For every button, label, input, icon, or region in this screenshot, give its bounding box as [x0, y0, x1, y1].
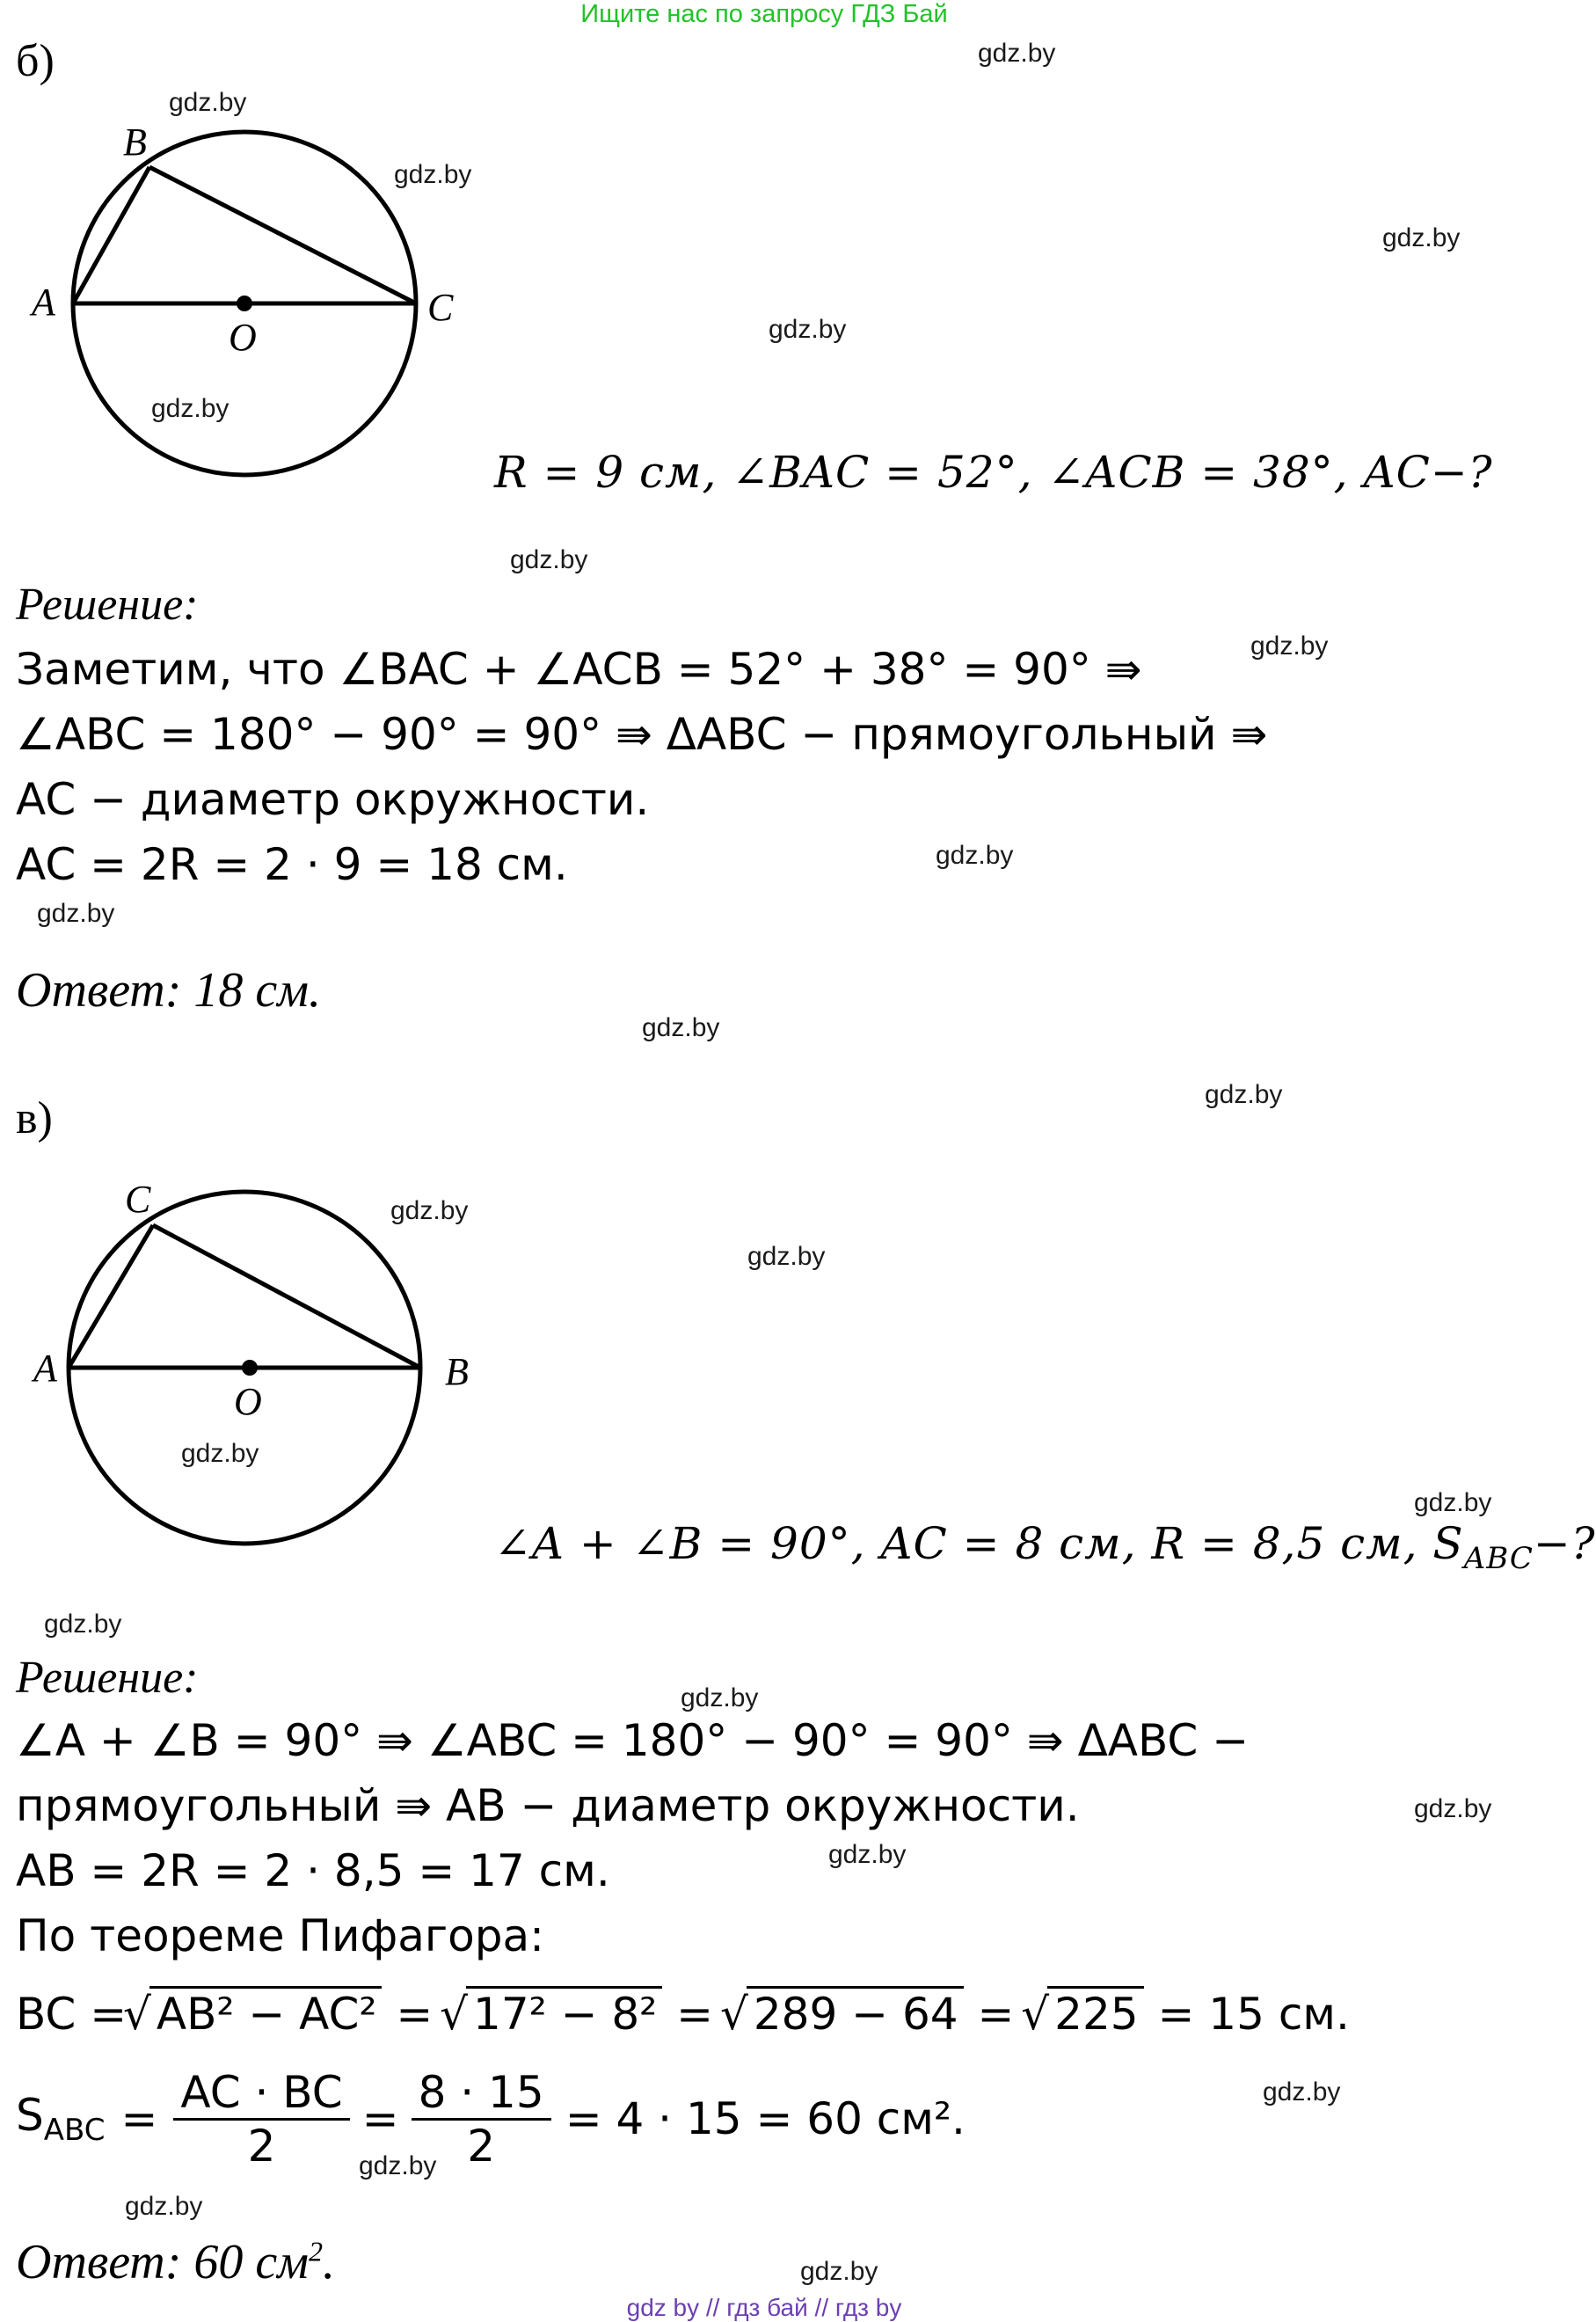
fraction-2 [412, 2067, 551, 2172]
part-b-line-3: AC − диаметр окружности. [16, 774, 650, 825]
part-v-figure [26, 1170, 484, 1557]
point-label-a: A [32, 281, 55, 324]
part-v-label: в) [16, 1093, 53, 1143]
watermark: gdz.by [681, 1683, 759, 1712]
area-line [16, 2053, 966, 2185]
segment-bc [149, 167, 416, 303]
part-b-given: R = 9 см, ∠BAC = 52°, ∠ACB = 38°, AC−? [494, 447, 1493, 498]
bc-eq-2: = [676, 1989, 714, 2040]
watermark: gdz.by [936, 841, 1014, 870]
fraction-1 [173, 2067, 349, 2172]
part-v-line-3: AB = 2R = 2 · 8,5 = 17 см. [16, 1845, 610, 1896]
bc-line [16, 1986, 1350, 2040]
area-tail: = 4 · 15 = 60 см². [565, 2093, 966, 2144]
part-v-answer-sup: 2 [309, 2235, 323, 2267]
fraction-1-denominator: 2 [173, 2118, 349, 2172]
part-v-given [494, 1518, 1596, 1576]
part-b-label: б) [16, 36, 55, 86]
watermark: gdz.by [1414, 1488, 1492, 1517]
watermark: gdz.by [181, 1439, 259, 1468]
watermark: gdz.by [359, 2151, 437, 2180]
watermark: gdz.by [747, 1242, 826, 1271]
part-v-line-2: прямоугольный ⇛ AB − диаметр окружности. [16, 1780, 1080, 1831]
point-label-o: O [229, 316, 257, 359]
watermark: gdz.by [642, 1013, 720, 1042]
part-b-line-2: ∠ABC = 180° − 90° = 90° ⇛ ΔABC − прямоугольный ⇛ [16, 709, 1268, 760]
center-point [237, 296, 252, 311]
part-v-given-main: ∠A + ∠B = 90°, AC = 8 см, R = 8,5 см, S [494, 1518, 1464, 1569]
part-v-given-tail: −? [1533, 1518, 1596, 1569]
bc-tail: = 15 см. [1157, 1989, 1350, 2040]
segment-ac [69, 1225, 153, 1368]
radical-3-content: 289 − 64 [753, 1989, 958, 2040]
watermark: gdz.by [1205, 1080, 1283, 1109]
watermark: gdz.by [978, 39, 1056, 68]
center-point [242, 1360, 258, 1376]
watermark: gdz.by [828, 1840, 907, 1869]
point-label-a: A [33, 1347, 57, 1390]
point-label-b: B [123, 120, 147, 164]
segment-ab [73, 167, 149, 303]
point-label-c: C [427, 286, 454, 329]
footer-links[interactable]: gdz by // гдз бай // гдз by [626, 2294, 902, 2321]
fraction-2-numerator: 8 · 15 [418, 2066, 544, 2118]
part-v-answer-main: Ответ: 60 см [16, 2235, 309, 2289]
watermark: gdz.by [769, 315, 847, 344]
radical-2-content: 17² − 8² [473, 1989, 658, 2040]
radical-1: √ AB² − AC² [149, 1986, 382, 2040]
point-label-c: C [125, 1178, 151, 1221]
area-lhs: $S_{ABC}$ [16, 2090, 106, 2148]
watermark: gdz.by [1414, 1794, 1492, 1823]
segment-cb [153, 1225, 420, 1368]
watermark: gdz.by [1250, 632, 1329, 661]
area-eq-2: = [361, 2093, 399, 2144]
header-search-link[interactable]: Ищите нас по запросу ГДЗ Бай [580, 0, 948, 28]
part-v-answer-end: . [323, 2235, 335, 2289]
bc-eq-3: = [977, 1989, 1015, 2040]
part-v-line-1: ∠A + ∠B = 90° ⇛ ∠ABC = 180° − 90° = 90° ⇛ ΔABC − [16, 1715, 1250, 1766]
watermark: gdz.by [800, 2257, 878, 2286]
part-v-line-4: По теореме Пифагора: [16, 1910, 545, 1961]
part-b-line-4: AC = 2R = 2 · 9 = 18 см. [16, 839, 568, 890]
part-v-answer [16, 2234, 335, 2290]
part-b-answer: Ответ: 18 см. [16, 963, 321, 1018]
bc-lhs: BC = [16, 1989, 128, 2040]
radical-4-content: 225 [1054, 1989, 1139, 2040]
part-b-line-1: Заметим, что ∠BAC + ∠ACB = 52° + 38° = 90° ⇛ [16, 644, 1142, 695]
point-label-o: O [234, 1380, 262, 1423]
watermark: gdz.by [1382, 223, 1461, 252]
watermark: gdz.by [125, 2192, 203, 2221]
part-v-given-sub: ABC [1463, 1541, 1534, 1576]
watermark: gdz.by [37, 899, 115, 928]
radical-3: √ 289 − 64 [747, 1986, 964, 2040]
part-b-solution-heading: Решение: [16, 580, 199, 630]
fraction-2-denominator: 2 [412, 2118, 551, 2172]
radical-1-content: AB² − AC² [156, 1989, 377, 2040]
watermark: gdz.by [44, 1610, 122, 1639]
radical-2: √ 17² − 8² [466, 1986, 662, 2040]
part-b-figure [26, 114, 484, 484]
bc-eq-1: = [396, 1989, 434, 2040]
point-label-b: B [445, 1350, 469, 1393]
watermark: gdz.by [390, 1196, 469, 1225]
fraction-1-numerator: AC · BC [180, 2066, 343, 2118]
watermark: gdz.by [151, 394, 230, 423]
watermark: gdz.by [510, 545, 588, 574]
watermark: gdz.by [1263, 2077, 1341, 2107]
radical-4: √ 225 [1047, 1986, 1143, 2040]
watermark: gdz.by [394, 160, 472, 189]
watermark: gdz.by [169, 88, 247, 117]
part-v-solution-heading: Решение: [16, 1653, 199, 1703]
area-eq-1: = [120, 2093, 158, 2144]
